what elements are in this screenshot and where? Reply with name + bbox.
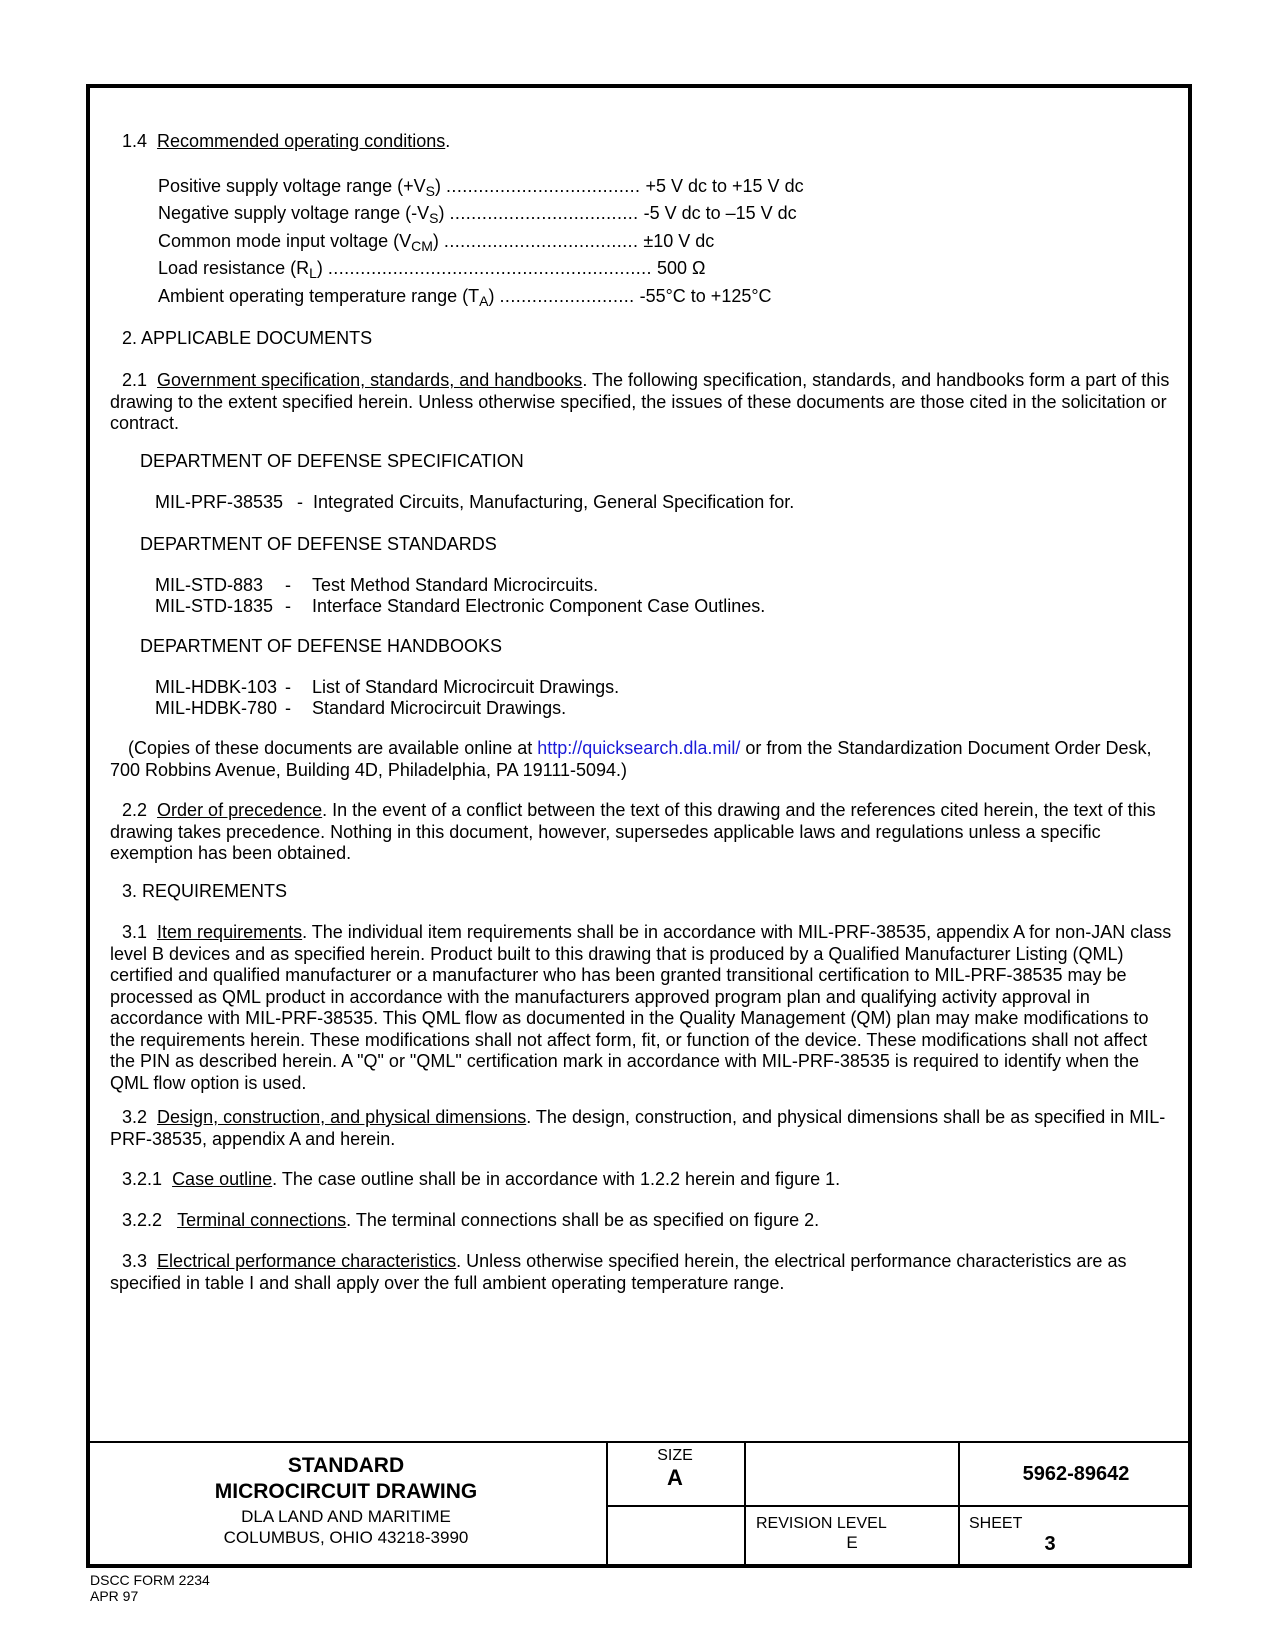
condition-value: +5 V dc to +15 V dc (645, 176, 804, 196)
condition-value: 500 Ω (656, 258, 706, 278)
condition-value: -5 V dc to –15 V dc (643, 203, 797, 223)
condition-label: Load resistance (R (158, 258, 310, 278)
doc-id: MIL-HDBK-780 (155, 698, 278, 718)
copies-paragraph: (Copies of these documents are available online at http://quicksearch.dla.mil/ or from the Standardization Document Order Desk, 700 Robbins Avenue, Building 4D, Philadelphia, PA 19111-5094.) (110, 738, 1152, 780)
paragraph-3-1: 3.1 Item requirements. The individual item requirements shall be in accordance with MIL-PRF-38535, appendix A for non-JAN class level B devices and as specified herein. Product built to this drawing that is produced by a Qualified Manufacturer Listing (QML) certified and qualified manufacturer or a manufacturer who has been granted transitional certification to MIL-PRF-38535 may be processed as QML product in accordance with the manufacturers approved program plan and qualifying activity approval in accordance with MIL-PRF-38535. This QML flow as documented in the Quality Management (QM) plan may make modifications to the requirements herein. These modifications shall not affect form, fit, or function of the device. These modifications shall not affect the PIN as described herein. A "Q" or "QML" certification mark in accordance with MIL-PRF-38535 is required to identify when the QML flow option is used. (110, 922, 1172, 1093)
dod-spec-heading: DEPARTMENT OF DEFENSE SPECIFICATION (140, 451, 524, 471)
divider (606, 1505, 1192, 1507)
doc-description: Standard Microcircuit Drawings. (312, 698, 567, 718)
paragraph-3-2: 3.2 Design, construction, and physical dimensions. The design, construction, and physical dimensions shall be as specified in MIL-PRF-38535, appendix A and herein. (110, 1107, 1166, 1149)
condition-label: Common mode input voltage (V (158, 231, 412, 251)
operating-condition-row (158, 258, 705, 284)
doc-id: MIL-STD-1835 (155, 596, 274, 616)
paragraph-2-2: 2.2 Order of precedence. In the event of a conflict between the text of this drawing and the references cited herein, the text of this drawing takes precedence. Nothing in this document, however, supersedes applicable laws and regulations unless a specific exemption has been obtained. (110, 800, 1156, 863)
title-block (86, 1441, 1192, 1568)
doc-dash: - (285, 575, 291, 595)
quicksearch-link[interactable]: http://quicksearch.dla.mil/ (537, 738, 741, 758)
paragraph-3-2-1: 3.2.1 Case outline. The case outline shall be in accordance with 1.2.2 herein and figure 1. (122, 1169, 841, 1189)
dod-standards-heading: DEPARTMENT OF DEFENSE STANDARDS (140, 534, 497, 554)
doc-dash: - (285, 596, 291, 616)
section-3-heading: 3. REQUIREMENTS (122, 881, 288, 901)
size-value: A (667, 1465, 683, 1490)
section-2-heading: 2. APPLICABLE DOCUMENTS (122, 328, 373, 348)
condition-value: -55°C to +125°C (639, 286, 772, 306)
doc-description: Interface Standard Electronic Component Case Outlines. (312, 596, 766, 616)
paragraph-3-2-2: 3.2.2 Terminal connections. The terminal connections shall be as specified on figure 2. (122, 1210, 820, 1230)
operating-condition-row (158, 286, 772, 312)
condition-close-paren: ) (435, 176, 441, 196)
leader-dots: ............................................................ (327, 258, 652, 278)
operating-condition-row (158, 231, 714, 257)
dod-handbooks-heading: DEPARTMENT OF DEFENSE HANDBOOKS (140, 636, 503, 656)
condition-close-paren: ) (488, 286, 495, 306)
condition-label: Ambient operating temperature range (T (158, 286, 480, 306)
condition-subscript: L (309, 265, 317, 281)
divider (86, 1441, 1192, 1443)
leader-dots: .................................... (443, 231, 639, 251)
doc-description: Test Method Standard Microcircuits. (312, 575, 599, 595)
doc-dash: - (297, 492, 303, 512)
doc-id: MIL-PRF-38535 (155, 492, 284, 512)
condition-subscript: S (425, 183, 435, 199)
sheet-label: SHEET (969, 1515, 1023, 1532)
condition-subscript: A (479, 293, 489, 309)
leader-dots: ......................... (499, 286, 635, 306)
revision-label: REVISION LEVEL (756, 1515, 887, 1532)
form-date: APR 97 (90, 1588, 139, 1604)
drawing-number: 5962-89642 (1022, 1463, 1130, 1485)
section-title: Recommended operating conditions (157, 131, 446, 151)
condition-subscript: S (429, 210, 439, 226)
doc-dash: - (285, 698, 291, 718)
condition-subscript: CM (411, 238, 433, 254)
paragraph-2-1: 2.1 Government specification, standards, and handbooks. The following specification, standards, and handbooks form a part of this drawing to the extent specified herein. Unless otherwise specified, the issues of these documents are those cited in the solicitation or contract. (110, 370, 1170, 433)
doc-description: List of Standard Microcircuit Drawings. (312, 677, 620, 697)
sheet-value: 3 (1044, 1533, 1056, 1555)
condition-label: Positive supply voltage range (+V (158, 176, 426, 196)
revision-value: E (846, 1533, 858, 1552)
condition-value: ±10 V dc (643, 231, 715, 251)
doc-description: Integrated Circuits, Manufacturing, General Specification for. (313, 492, 795, 512)
condition-close-paren: ) (316, 258, 323, 278)
condition-close-paren: ) (438, 203, 445, 223)
doc-dash: - (285, 677, 291, 697)
paragraph-3-3: 3.3 Electrical performance characteristics. Unless otherwise specified herein, the electrical performance characteristics are as specified in table I and shall apply over the full ambient operating temperature range. (110, 1251, 1127, 1293)
drawing-title: STANDARD MICROCIRCUIT DRAWING (214, 1454, 478, 1503)
size-label: SIZE (657, 1447, 693, 1464)
leader-dots: ................................... (449, 203, 639, 223)
condition-label: Negative supply voltage range (-V (158, 203, 430, 223)
doc-id: MIL-HDBK-103 (155, 677, 278, 697)
condition-close-paren: ) (432, 231, 439, 251)
section-1-4-heading: 1.4 Recommended operating conditions. (122, 131, 451, 151)
form-number: DSCC FORM 2234 (90, 1572, 210, 1588)
doc-id: MIL-STD-883 (155, 575, 264, 595)
operating-condition-row (158, 203, 797, 229)
leader-dots: .................................... (446, 176, 641, 196)
organization: DLA LAND AND MARITIME COLUMBUS, OHIO 43218-3990 (223, 1507, 469, 1547)
operating-condition-row (158, 176, 804, 202)
